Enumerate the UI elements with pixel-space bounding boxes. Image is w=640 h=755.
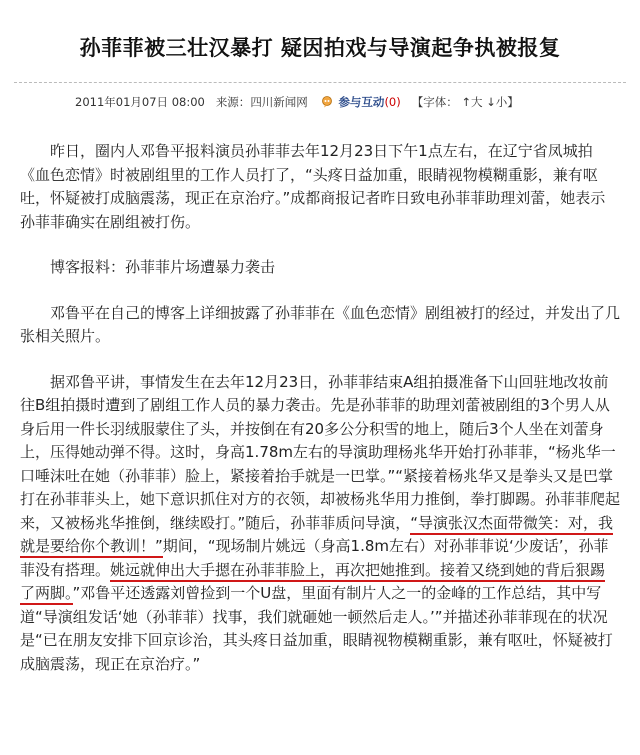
highlighted-quote-yaoyuan: 姚远就伸出大手摁在孙菲菲脸上，再次把她推到。接着又绕到她的背后狠踢了两脚。 [20, 561, 605, 606]
highlighted-quote-director: “导演张汉杰面带微笑：对，我就是要给你个教训！” [20, 514, 613, 559]
paragraph-4-text-c: 期间，“现场制片姚远（身高1.8m左右）对孙菲菲说‘少废话’，孙菲菲没有搭理。 [20, 537, 609, 579]
article-meta [75, 94, 635, 112]
paragraph-1: 昨日，圈内人邓鲁平报料演员孙菲菲去年12月23日下午1点左右，在辽宁省凤城拍《血色恋情》时被剧组里的工作人员打了，“头疼日益加重，眼睛视物模糊重影，兼有呕吐，怀疑被打成脑震荡，现正在京治疗。”成都商报记者昨日致电孙菲菲助理刘蕾，她表示孙菲菲确实在剧组被打伤。 [20, 142, 606, 231]
paragraph-4-text-a: 据邓鲁平讲，事情发生在去年12月23日，孙菲菲结束A组拍摄准备下山回驻地改妆前往B组拍摄时遭到了剧组工作人员的暴力袭击。先是孙菲菲的助理刘蕾被剧组的3个男人从身后用一件长羽绒服蒙住了头，并按倒在有20多公分积雪的地上，随后3个人坐在刘蕾身上，压得她动弹不得。这时，身高1.78m左右的导演助理杨兆华开始打孙菲菲，“杨兆华一口唾沫吐在她（孙菲菲）脸上，紧接着抬手就是一巴掌。”“紧接着杨兆华又是拳头又是巴掌打在孙菲菲头上，她下意识抓住对方的衣领，却被杨兆华用力推倒，拳打脚踢。孙菲菲爬起来，又被杨兆华推倒，继续殴打。”随后，孙菲菲质问导演， [20, 372, 621, 532]
source-label: 来源： [215, 95, 251, 109]
publish-datetime: 2011年01月07日 08:00 [75, 95, 205, 109]
article-title: 孙菲菲被三壮汉暴打 疑因拍戏与导演起争执被报复 [79, 36, 561, 60]
paragraph-4-text-e: ”邓鲁平还透露刘曾捡到一个U盘，里面有制片人之一的金峰的工作总结，其中写道“导演组发话‘她（孙菲菲）找事，我们就砸她一顿然后走人。’”并描述孙菲菲现在的状况是“已在朋友安排下回京诊治，其头疼日益加重，眼睛视物模糊重影，兼有呕吐，怀疑被打成脑震荡，现正在京治疗。” [20, 584, 613, 673]
font-smaller-button[interactable]: ↓小】 [486, 95, 519, 109]
speech-bubble-icon[interactable] [321, 96, 333, 108]
article-body [20, 140, 620, 698]
title-divider [14, 82, 626, 83]
paragraph-4 [20, 371, 620, 677]
paragraph-subheading: 博客报料：孙菲菲片场遭暴力袭击 [50, 258, 276, 276]
interact-count: (0) [384, 95, 401, 109]
source-name: 四川新闻网 [250, 95, 308, 109]
font-size-label: 【字体： [411, 95, 458, 109]
paragraph-3: 邓鲁平在自己的博客上详细披露了孙菲菲在《血色恋情》剧组被打的经过，并发出了几张相关照片。 [20, 303, 621, 345]
interact-link[interactable]: 参与互动 [338, 95, 385, 109]
font-bigger-button[interactable]: ↑大 [461, 95, 483, 109]
